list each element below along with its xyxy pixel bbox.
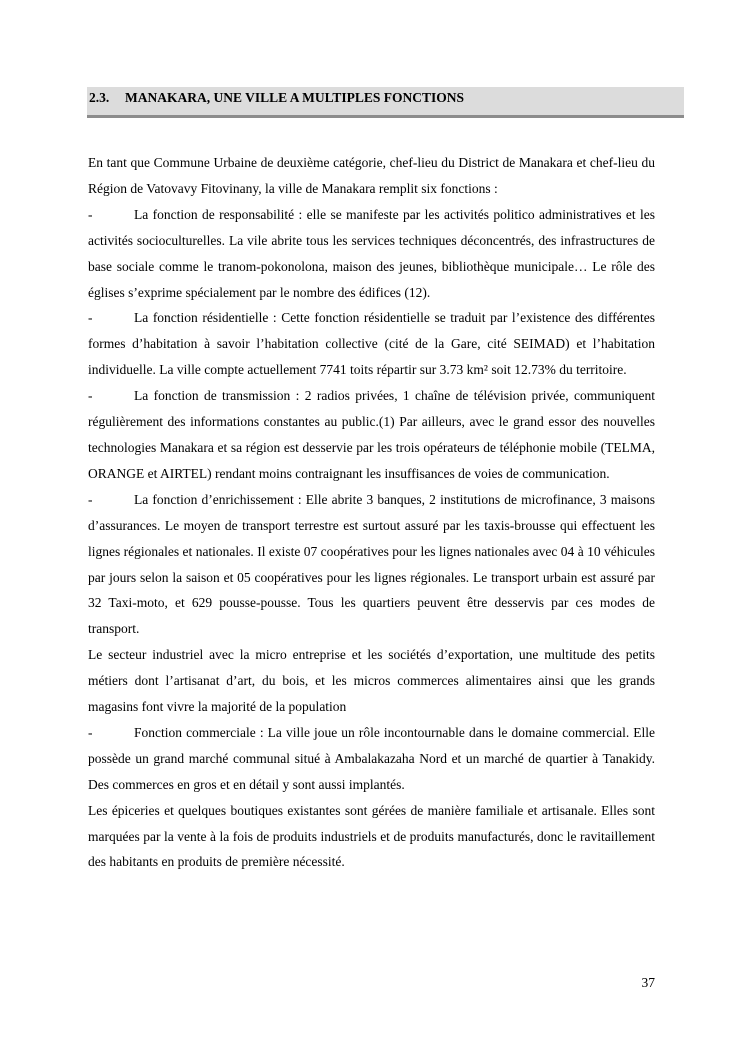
paragraph-text: La fonction résidentielle : Cette fonction résidentielle se traduit par l’existence des différentes formes d’habitation à savoir l’habitation collective (cité de la Gare, cité SEIMAD) et l’habitation individuelle. La ville compte actuellement 7741 toits répartir sur 3.73 km² soit 12.73% du territoire. — [88, 310, 655, 378]
list-dash: - — [88, 310, 93, 326]
list-dash: - — [88, 206, 93, 222]
paragraph — [88, 383, 655, 487]
list-dash: - — [88, 724, 93, 740]
body-text — [88, 150, 655, 875]
section-number: 2.3. — [89, 90, 110, 105]
paragraph — [88, 150, 655, 202]
section-title: MANAKARA, UNE VILLE A MULTIPLES FONCTIONS — [125, 90, 465, 105]
paragraph — [88, 202, 655, 306]
paragraph — [88, 487, 655, 642]
paragraph-text: En tant que Commune Urbaine de deuxième catégorie, chef-lieu du District de Manakara et chef-lieu du Région de Vatovavy Fitovinany, la ville de Manakara remplit six fonctions : — [88, 155, 655, 196]
paragraph — [88, 798, 655, 876]
paragraph-text: La fonction d’enrichissement : Elle abrite 3 banques, 2 institutions de microfinance, 3 maisons d’assurances. Le moyen de transport terrestre est surtout assuré par les taxis-brousse qui effectuent les lignes régionales et nationales. Il existe 07 coopératives pour les lignes nationales avec 04 à 10 véhicules par jours selon la saison et 05 coopératives pour les lignes régionales. Le transport urbain est assuré par 32 Taxi-moto, et 629 pousse-pousse. Tous les quartiers peuvent être desservis par ces modes de transport. — [88, 491, 655, 637]
page-number: 37 — [641, 975, 655, 990]
paragraph — [88, 642, 655, 720]
paragraph — [88, 305, 655, 383]
list-dash: - — [88, 388, 93, 404]
paragraph-text: Fonction commerciale : La ville joue un rôle incontournable dans le domaine commercial. Elle possède un grand marché communal situé à Ambalakazaha Nord et un marché de quartier à Tanakidy. Des commerces en gros et en détail y sont aussi implantés. — [88, 724, 655, 792]
section-heading-bar — [87, 87, 684, 118]
paragraph-text: Le secteur industriel avec la micro entreprise et les sociétés d’exportation, une multitude des petits métiers dont l’artisanat d’art, du bois, et les micros commerces alimentaires ainsi que les grands magasins font vivre la majorité de la population — [88, 647, 655, 715]
paragraph-text: La fonction de transmission : 2 radios privées, 1 chaîne de télévision privée, communiquent régulièrement des informations constantes au public.(1) Par ailleurs, avec le grand essor des nouvelles technologies Manakara et sa région est desservie par les trois opérateurs de téléphonie mobile (TELMA, ORANGE et AIRTEL) rendant moins contraignant les insuffisances de voies de communication. — [88, 388, 655, 481]
paragraph-text: Les épiceries et quelques boutiques existantes sont gérées de manière familiale et artisanale. Elles sont marquées par la vente à la fois de produits industriels et de produits manufacturés, donc le ravitaillement des habitants en produits de première nécessité. — [88, 802, 655, 870]
paragraph — [88, 720, 655, 798]
list-dash: - — [88, 491, 93, 507]
paragraph-text: La fonction de responsabilité : elle se manifeste par les activités politico administratives et les activités socioculturelles. La vile abrite tous les services techniques déconcentrés, des infrastructures de base sociale comme le tranom-pokonolona, maison des jeunes, bibliothèque municipale… Le rôle des églises s’exprime spécialement par le nombre des édifices (12). — [88, 206, 655, 300]
section-heading — [89, 89, 464, 107]
